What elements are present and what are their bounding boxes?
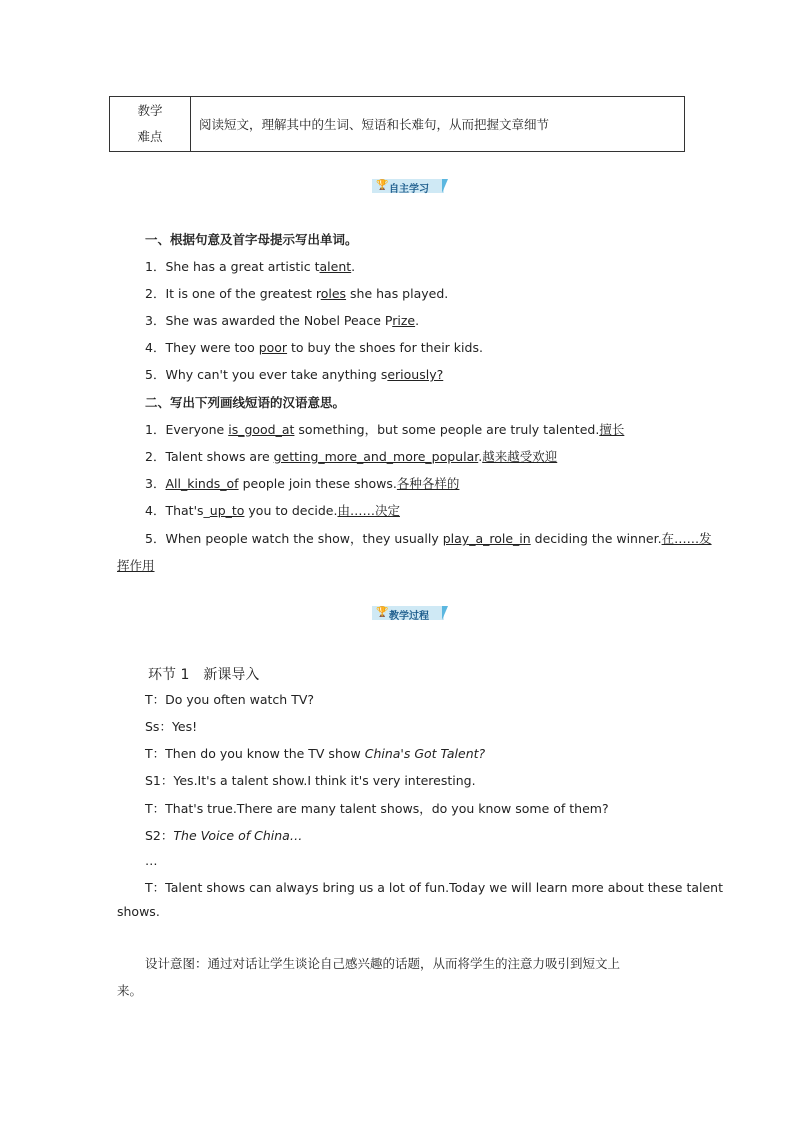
item-answer: 由……决定 [337,503,400,518]
show-title: The Voice of China… [173,828,303,843]
dialogue-text: Do you often watch TV? [165,692,315,707]
item-answer: rize [392,313,416,328]
item-text: It is one of the greatest r [165,286,321,301]
item-text: . [478,449,483,464]
item-answer: 擅长 [599,422,625,437]
dialogue-line [145,799,609,817]
item-text: . [415,313,420,328]
speaker: S1： [145,773,174,788]
dialogue-line [145,826,302,844]
item-phrase: is_good_at [228,422,295,437]
part1-item [145,365,443,383]
part2-item [145,420,624,438]
dialogue-text: Then do you know the TV show [165,746,365,761]
item-number: 5． [145,531,166,546]
item-text: deciding the winner. [530,531,662,546]
table-label-cell [110,97,191,152]
label-line2: 难点 [137,129,163,144]
item-answer: poor [258,340,288,355]
item-answer: 越来越受欢迎 [482,449,558,464]
ellipsis-line: … [145,853,158,868]
item-number: 2． [145,449,166,464]
speaker: T： [145,692,166,707]
dialogue-text: That's true.There are many talent shows，do you know some of them? [165,801,609,816]
part1-heading: 一、根据句意及首字母提示写出单词。 [145,232,358,247]
item-phrase: getting_more_and_more_popular [273,449,479,464]
item-text: something，but some people are truly talented. [294,422,600,437]
design-intent-continued: 来。 [117,983,143,998]
section-badge-teaching-process [372,606,450,622]
item-number: 3． [145,476,166,491]
speaker: T： [145,746,166,761]
item-phrase: All_kinds_of [165,476,239,491]
item-number: 3． [145,313,166,328]
dialogue-line [145,771,476,789]
item-number: 1． [145,259,166,274]
section-title: 教学过程 [389,611,429,622]
trophy-icon: 🏆 [376,180,389,191]
part1-item [145,284,448,302]
part2-item [145,501,400,519]
part2-item [145,447,557,465]
item-text: She was awarded the Nobel Peace P [165,313,393,328]
item-number: 4． [145,340,166,355]
item-text: to buy the shoes for their kids. [287,340,483,355]
dialogue-line-continued: shows. [117,904,160,919]
item-number: 5． [145,367,166,382]
item-text: people join these shows. [238,476,397,491]
part1-item [145,311,419,329]
item-answer: eriously? [387,367,444,382]
badge-tail [442,606,448,620]
item-answer: 挥作用 [117,558,155,573]
item-answer: 在……发 [661,531,712,546]
item-text: Everyone [165,422,229,437]
dialogue-line [145,878,723,896]
dialogue-text: Talent shows can always bring us a lot of fun.Today we will learn more about these talent [165,880,723,895]
item-text: She has a great artistic t [165,259,320,274]
dialogue-line [145,717,197,735]
badge-tail [442,179,448,193]
label-line1: 教学 [137,103,163,118]
item-answer: 各种各样的 [396,476,460,491]
show-title: China's Got Talent? [364,746,486,761]
part2-heading: 二、写出下列画线短语的汉语意思。 [145,395,346,410]
item-number: 4． [145,503,166,518]
item-text: When people watch the show，they usually [165,531,443,546]
dialogue-line [145,690,314,708]
speaker: T： [145,801,166,816]
section-title: 自主学习 [389,184,429,195]
part1-item [145,338,483,356]
speaker: Ss： [145,719,172,734]
design-intent: 设计意图：通过对话让学生谈论自己感兴趣的话题，从而将学生的注意力吸引到短文上 [145,956,621,971]
speaker: S2： [145,828,174,843]
part2-item [145,529,712,547]
item-text: . [351,259,356,274]
item-text: Talent shows are [165,449,274,464]
item-number: 1． [145,422,166,437]
item-answer: oles [320,286,347,301]
item-answer: alent [319,259,352,274]
item-number: 2． [145,286,166,301]
dialogue-text: Yes! [171,719,198,734]
item-phrase: play_a_role_in [442,531,531,546]
part2-item [145,474,459,492]
table-content-cell: 阅读短文，理解其中的生词、短语和长难句，从而把握文章细节 [191,97,685,152]
item-phrase: up_to [209,503,245,518]
item-text: you to decide. [244,503,338,518]
part2-item-continued [117,556,155,574]
item-text: she has played. [346,286,449,301]
item-text: That's_ [165,503,210,518]
trophy-icon: 🏆 [376,607,389,618]
dialogue-text: Yes.It's a talent show.I think it's very interesting. [173,773,476,788]
dialogue-line [145,744,485,762]
part1-item [145,257,355,275]
header-table [109,96,685,152]
step-heading: 环节 1 新课导入 [148,667,260,683]
speaker: T： [145,880,166,895]
item-text: They were too [165,340,259,355]
section-badge-self-study [372,179,450,195]
item-text: Why can't you ever take anything s [165,367,388,382]
